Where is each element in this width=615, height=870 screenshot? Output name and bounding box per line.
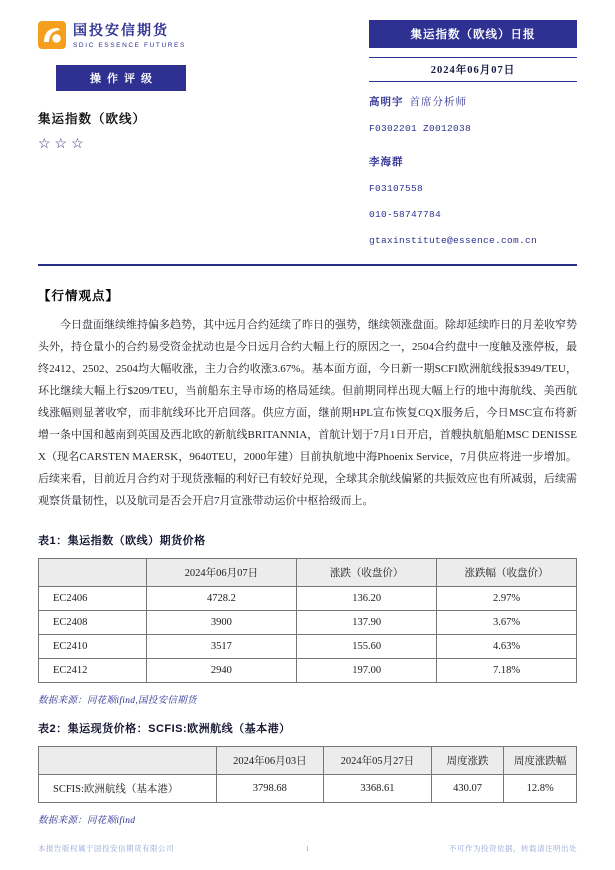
header-cell: 涨跌（收盘价） bbox=[297, 559, 437, 587]
analyst-2 bbox=[369, 156, 577, 170]
company-name-en: SDIC ESSENCE FUTURES bbox=[73, 42, 186, 49]
table-row bbox=[39, 587, 577, 611]
footer-copyright: 本报告版权属于国投安信期货有限公司 bbox=[38, 844, 174, 853]
price-cell: 3900 bbox=[146, 611, 297, 635]
change-cell: 155.60 bbox=[297, 635, 437, 659]
company-name-cn: 国投安信期货 bbox=[73, 22, 169, 38]
header-right-column bbox=[369, 20, 577, 248]
product-name: 集运指数（欧线） bbox=[38, 112, 147, 126]
analyst-1 bbox=[369, 96, 577, 110]
brand bbox=[38, 20, 349, 49]
contract-cell: EC2406 bbox=[39, 587, 147, 611]
price-cell: 4728.2 bbox=[146, 587, 297, 611]
analyst-1-name: 高明宇 bbox=[369, 97, 404, 108]
change-cell: 136.20 bbox=[297, 587, 437, 611]
header-left-column bbox=[38, 20, 369, 153]
price-cell: 3517 bbox=[146, 635, 297, 659]
page-footer bbox=[38, 843, 577, 854]
rating-stars: ☆☆☆ bbox=[38, 137, 88, 152]
header-cell: 2024年06月07日 bbox=[146, 559, 297, 587]
market-view-paragraph: 今日盘面继续维持偏多趋势，其中远月合约延续了昨日的强势，继续领涨盘面。除却延续昨日的月差收窄势头外，持仓量小的合约易受资金扰动也是今日远月合约大幅上行的原因之一，2504合约盘中一度触及涨停板，最终2412、2502、2504均大幅收涨，主力合约收涨3.67%。基本面方面，今日新一期SCFI欧洲航线报$3949/TEU，环比继续大幅上行$209/TEU，当前船东主导市场的格局延续。但前期同样出现大幅上行的地中海航线、美西航线涨幅则显著收窄，而非航线环比开启回落。供应方面，继前期HPL宣布恢复CQX服务后，今日MSC宣布将新增一条中国和越南到英国及西北欧的新航线BRITANNIA，首航计划于7月1日开启，首艘执航船舶MSC DENISSE X（现名CARSTEN MAERSK，9640TEU，2000年建）目前执航地中海Phoenix Service，7月供应将进一步增加。后续来看，目前近月合约对于现货涨幅的利好已有较好兑现，全球其余航线偏紧的共振效应也有所减弱，后续需观察货量韧性，以及航司是否会开启7月宣涨带动运价中枢拾级而上。 bbox=[38, 319, 577, 507]
report-title-badge: 集运指数（欧线）日报 bbox=[369, 20, 577, 48]
contact-email: gtaxinstitute@essence.com.cn bbox=[369, 235, 538, 246]
analyst-1-credentials: F0302201 Z0012038 bbox=[369, 123, 472, 134]
index-name-cell: SCFIS:欧洲航线（基本港） bbox=[39, 775, 217, 803]
contact-phone: 010-58747784 bbox=[369, 209, 442, 220]
header-divider bbox=[38, 264, 577, 266]
change-pct-cell: 4.63% bbox=[437, 635, 577, 659]
price-cell: 3368.61 bbox=[324, 775, 432, 803]
footer-disclaimer: 不可作为投资依据，转载请注明出处 bbox=[449, 844, 577, 853]
price-cell: 3798.68 bbox=[216, 775, 324, 803]
analyst-1-title: 首席分析师 bbox=[409, 97, 467, 108]
analyst-2-name: 李海群 bbox=[369, 157, 404, 168]
header-cell: 2024年06月03日 bbox=[216, 747, 324, 775]
change-pct-cell: 12.8% bbox=[504, 775, 577, 803]
table-row bbox=[39, 611, 577, 635]
analyst-2-credentials: F03107558 bbox=[369, 183, 424, 194]
change-cell: 430.07 bbox=[431, 775, 504, 803]
table-header-row bbox=[39, 747, 577, 775]
table1-data-source: 数据来源：同花顺ifind,国投安信期货 bbox=[38, 696, 197, 706]
contract-cell: EC2410 bbox=[39, 635, 147, 659]
table2-caption: 表2：集运现货价格：SCFIS:欧洲航线（基本港） bbox=[38, 723, 291, 735]
header-cell: 2024年05月27日 bbox=[324, 747, 432, 775]
header-cell: 周度涨跌幅 bbox=[504, 747, 577, 775]
spot-price-table bbox=[38, 746, 577, 803]
price-cell: 2940 bbox=[146, 659, 297, 683]
header-cell: 周度涨跌 bbox=[431, 747, 504, 775]
rating-label-badge: 操作评级 bbox=[56, 65, 186, 91]
table-header-row bbox=[39, 559, 577, 587]
change-pct-cell: 3.67% bbox=[437, 611, 577, 635]
contract-cell: EC2412 bbox=[39, 659, 147, 683]
table1-caption: 表1：集运指数（欧线）期货价格 bbox=[38, 535, 206, 547]
futures-price-table bbox=[38, 558, 577, 683]
change-cell: 197.00 bbox=[297, 659, 437, 683]
header-cell: 涨跌幅（收盘价） bbox=[437, 559, 577, 587]
brand-text bbox=[73, 20, 186, 49]
table2-data-source: 数据来源：同花顺ifind bbox=[38, 816, 136, 826]
header-cell bbox=[39, 747, 217, 775]
report-header bbox=[38, 20, 577, 248]
company-logo-icon bbox=[38, 21, 66, 49]
change-pct-cell: 2.97% bbox=[437, 587, 577, 611]
contract-cell: EC2408 bbox=[39, 611, 147, 635]
report-date: 2024年06月07日 bbox=[369, 57, 577, 82]
section-title-market-view: 【行情观点】 bbox=[38, 289, 120, 303]
table-row bbox=[39, 775, 577, 803]
table-row bbox=[39, 659, 577, 683]
table-row bbox=[39, 635, 577, 659]
change-cell: 137.90 bbox=[297, 611, 437, 635]
header-cell bbox=[39, 559, 147, 587]
footer-page-number: 1 bbox=[305, 844, 310, 853]
analyst-block bbox=[369, 96, 577, 248]
change-pct-cell: 7.18% bbox=[437, 659, 577, 683]
